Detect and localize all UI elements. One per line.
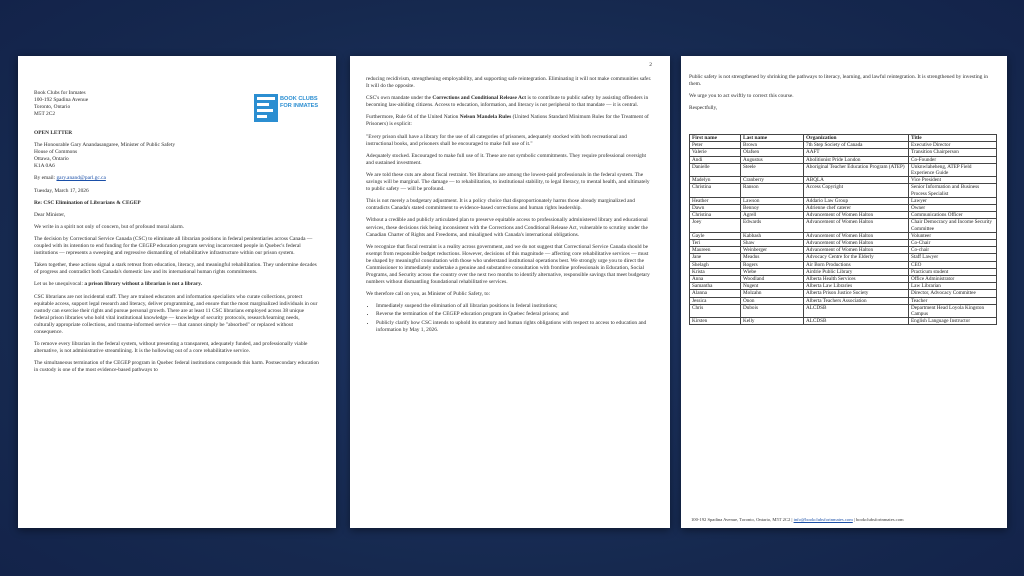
table-cell: Co-Founder xyxy=(909,156,997,163)
recipient-line: House of Commons xyxy=(34,149,78,156)
text-run: Furthermore, Rule 64 of the United Nation xyxy=(366,114,459,121)
table-row xyxy=(690,197,997,204)
paragraph: To remove every librarian in the federal system, without presenting a transparent, adequately funded, and professionally viable alternative, is not administrative streamlining. It is the hollowing out of a core rehabilitative service. xyxy=(34,341,308,355)
paragraph: The decision by Correctional Service Canada (CSC) to eliminate all librarian positions in federal penitentiaries across Canada — coupled with its intention to end funding for the CEGEP education program serving incarcerated people in Quebec's federal institutions — represents a sweeping and regressive dismantling of rehabilitative infrastructure within our prison system. xyxy=(34,235,313,257)
table-cell: Law Librarian xyxy=(909,283,997,290)
table-cell: Onon xyxy=(741,297,804,304)
table-cell: Steele xyxy=(741,163,804,176)
table-cell: Kabbash xyxy=(741,232,804,239)
table-cell: Nugent xyxy=(741,283,804,290)
table-cell: Ranson xyxy=(741,184,804,197)
table-cell: Agrell xyxy=(741,212,804,219)
table-cell: Wiebe xyxy=(741,268,804,275)
table-row xyxy=(690,177,997,184)
table-cell: Olafsen xyxy=(741,149,804,156)
closing: Respectfully, xyxy=(689,105,718,112)
table-row xyxy=(690,184,997,197)
emphasis-bold: a prison library without a librarian is not a library. xyxy=(84,281,203,288)
table-row xyxy=(690,261,997,268)
table-cell: Alberta Prison Justice Society xyxy=(804,290,909,297)
table-cell: Airdrie Public Library xyxy=(804,268,909,275)
table-cell: Chair Democracy and Income Security Committee xyxy=(909,219,997,232)
table-cell: Shaw xyxy=(741,240,804,247)
table-cell: Andi xyxy=(690,156,741,163)
table-cell: Staff Lawyer xyxy=(909,254,997,261)
table-cell: Director, Advocacy Committee xyxy=(909,290,997,297)
paragraph: Adequately stocked. Encouraged to make full use of it. These are not symbolic commitments. They require professional oversight and sustained investment. xyxy=(366,152,647,166)
paragraph: This is not merely a budgetary adjustment. It is a policy choice that disproportionately harms those already marginalized and contradicts Canada's stated commitment to evidence-based corrections and human rights leadership. xyxy=(366,198,635,212)
rules-name: Nelson Mandela Rules xyxy=(459,114,512,121)
table-cell: Madelyn xyxy=(690,177,741,184)
column-header: Organization xyxy=(804,135,909,142)
table-cell: Aboriginal Teacher Education Program (ATEP) xyxy=(804,163,909,176)
table-cell: Valerie xyxy=(690,149,741,156)
letter-date: Tuesday, March 17, 2026 xyxy=(34,187,89,194)
table-cell: Peter xyxy=(690,142,741,149)
table-cell: Vice President xyxy=(909,177,997,184)
table-row xyxy=(690,240,997,247)
table-cell: Krista xyxy=(690,268,741,275)
address-line: Book Clubs for Inmates xyxy=(34,90,86,96)
quote: "Every prison shall have a library for the use of all categories of prisoners, adequately stocked with both recreational and instructional books, and prisoners shall be encouraged to make full use of it." xyxy=(366,133,627,147)
paragraph: CSC librarians are not incidental staff. They are trained educators and information specialists who curate collections, protect equitable access, support legal research and literacy, deliver programming, and ensure that the most marginalized individuals in our custody can exercise their rights and pursue personal growth. There are at least 11 CSC librarians employed across 38 unique federal prison libraries who hold vital institutional knowledge — knowledge of security protocols, research/learning needs, culturally appropriate collections, and trauma-informed service — that cannot simply be "absorbed" or replaced without consequence. xyxy=(34,293,318,335)
page-number: 2 xyxy=(649,62,652,68)
table-cell: Molzahn xyxy=(741,290,804,297)
list-item: • Immediately suspend the elimination of all librarian positions in federal institutions; xyxy=(376,303,654,310)
table-cell: Jane xyxy=(690,254,741,261)
re-line: Re: CSC Elimination of Librarians & CEGEP xyxy=(34,199,141,206)
paragraph: Public safety is not strengthened by shrinking the pathways to literacy, learning, and lawful reintegration. It is strengthened by investing in them. xyxy=(689,74,988,88)
paragraph: reducing recidivism, strengthening employability, and supporting safe reintegration. Eliminating it will not make communities safer. It will do the opposite. xyxy=(366,76,652,90)
table-cell: Communications Officer xyxy=(909,212,997,219)
table-cell: Volunteer xyxy=(909,232,997,239)
table-cell: Executive Director xyxy=(909,142,997,149)
paragraph: We write in a spirit not only of concern, but of profound moral alarm. xyxy=(34,223,185,230)
table-cell: Owner xyxy=(909,205,997,212)
table-cell: Christina xyxy=(690,184,741,197)
table-row xyxy=(690,142,997,149)
table-cell: Alberta Law Libraries xyxy=(804,283,909,290)
table-cell: Office Administrator xyxy=(909,276,997,283)
table-cell: Co-chair xyxy=(909,247,997,254)
salutation: Dear Minister, xyxy=(34,211,66,218)
table-cell: ALCDSB xyxy=(804,304,909,317)
table-cell: Joey xyxy=(690,219,741,232)
paragraph xyxy=(34,281,320,288)
paragraph: We urge you to act swiftly to correct this course. xyxy=(689,93,794,100)
table-cell: Advancement of Women Halton xyxy=(804,240,909,247)
paragraph: The simultaneous termination of the CEGEP program in Quebec federal institutions compounds this harm. Postsecondary education in custody is one of the most evidence-based pathways to xyxy=(34,360,319,374)
table-row xyxy=(690,156,997,163)
table-cell: Unknwlaheheng, ATEP Field Experience Guide xyxy=(909,163,997,176)
footer-email-link[interactable]: info@bookclubsforinmates.com xyxy=(793,517,853,522)
table-row xyxy=(690,318,997,325)
recipient-address xyxy=(34,142,320,170)
book-logo-icon xyxy=(254,94,278,122)
paragraph: Without a credible and publicly articulated plan to preserve equitable access to professionally administered library and educational services, these decisions risk being inconsistent with the Corrections and Conditional Release Act, vulnerable to scrutiny under the Canadian Charter of Rights and Freedoms, and misaligned with Canada's international obligations. xyxy=(366,217,648,238)
footer-address: 100-192 Spadina Avenue, Toronto, Ontario, M5T 2C2 | xyxy=(691,517,793,522)
table-cell: Lawyer xyxy=(909,197,997,204)
table-row xyxy=(690,205,997,212)
table-row xyxy=(690,304,997,317)
table-cell: Alberta Health Services xyxy=(804,276,909,283)
table-cell: Teacher xyxy=(909,297,997,304)
recipient-line: The Honourable Gary Anandasangaree, Minister of Public Safety xyxy=(34,142,176,149)
table-row xyxy=(690,232,997,239)
table-cell: Christina xyxy=(690,212,741,219)
table-cell: Air Born Productions xyxy=(804,261,909,268)
emphasis-prefix: Let us be unequivocal: xyxy=(34,281,83,288)
table-header-row xyxy=(690,135,997,142)
table-row xyxy=(690,276,997,283)
email-label: By email: xyxy=(34,175,56,182)
paragraph: We therefore call on you, as Minister of Public Safety, to: xyxy=(366,291,491,298)
paragraph: We recognize that fiscal restraint is a reality across government, and we do not suggest that Correctional Service Canada should be exempt from responsible budget reductions. However, decisions of this magnitude — affecting core rehabilitative services — must be shaped by meaningful consultation with those who understand institutional operations best. We strongly urge you to direct the Commissioner to immediately undertake a genuine and substantive consultation with frontline professionals in Education, Social Programs, and Security across the country over the next two months to identify alternative, responsible savings that meet budgetary numbers without dismantling foundational rehabilitative services. xyxy=(366,243,650,286)
table-cell: Anna xyxy=(690,276,741,283)
paragraph xyxy=(366,114,654,128)
table-cell: Brown xyxy=(741,142,804,149)
table-cell: Lawson xyxy=(741,197,804,204)
table-cell: Cranberry xyxy=(741,177,804,184)
table-cell: Alberta Teachers Association xyxy=(804,297,909,304)
table-cell: ABQLA xyxy=(804,177,909,184)
table-row xyxy=(690,212,997,219)
table-row xyxy=(690,254,997,261)
text-run: CSC's own mandate under the xyxy=(366,95,432,102)
table-cell: Chris xyxy=(690,304,741,317)
footer-website: | bookclubsforinmates.com xyxy=(853,517,904,522)
table-cell: Senior Information and Business Process Specialist xyxy=(909,184,997,197)
table-cell: Jessica xyxy=(690,297,741,304)
column-header: First name xyxy=(690,135,741,142)
table-cell: Practicum student xyxy=(909,268,997,275)
table-row xyxy=(690,297,997,304)
table-cell: Augustus xyxy=(741,156,804,163)
table-row xyxy=(690,149,997,156)
table-cell: Dubois xyxy=(741,304,804,317)
table-cell: Meadus xyxy=(741,254,804,261)
paragraph xyxy=(366,95,654,109)
table-cell: Advancement of Women Halton xyxy=(804,247,909,254)
table-cell: Shelagh xyxy=(690,261,741,268)
list-item: • Reverse the termination of the CEGEP education program in Quebec federal prisons; and xyxy=(376,311,654,318)
address-line: Toronto, Ontario xyxy=(34,104,71,111)
column-header: Title xyxy=(909,135,997,142)
text-run: (United Nations Standard Minimum Rules for the Treatment of Prisoners) is explicit: xyxy=(366,114,649,128)
table-cell: Adrienne chef caterer xyxy=(804,205,909,212)
table-cell: Samantha xyxy=(690,283,741,290)
table-cell: CEO xyxy=(909,261,997,268)
open-letter-heading: OPEN LETTER xyxy=(34,130,73,136)
act-name: Corrections and Conditional Release Act xyxy=(432,95,527,102)
address-line: M5T 2C2 xyxy=(34,111,56,118)
table-row xyxy=(690,268,997,275)
logo-text: BOOK CLUBS FOR INMATES xyxy=(280,96,319,109)
table-cell: Kelly xyxy=(741,318,804,325)
table-row xyxy=(690,247,997,254)
table-cell: Rogers xyxy=(741,261,804,268)
table-cell: Bennoy xyxy=(741,205,804,212)
table-cell: Advancement of Women Halton xyxy=(804,219,909,232)
table-cell: Advancement of Women Halton xyxy=(804,232,909,239)
organization-logo xyxy=(254,94,320,124)
table-cell: Dawn xyxy=(690,205,741,212)
table-row xyxy=(690,219,997,232)
recommendations-list xyxy=(366,303,654,333)
text-run: is to contribute to public safety by assisting offenders in becoming law-abiding citizens. Access to education, information, and literacy is not peripheral to that mandate — it is central. xyxy=(366,95,649,109)
table-cell: Access Copyright xyxy=(804,184,909,197)
table-cell: Gayle xyxy=(690,232,741,239)
table-row xyxy=(690,290,997,297)
table-cell: ALCDSB xyxy=(804,318,909,325)
address-line: 100-192 Spadina Avenue xyxy=(34,97,89,104)
paragraph: Taken together, these actions signal a stark retreat from education, literacy, and meaningful rehabilitation. They undermine decades of progress and contradict both Canada's domestic law and its international human rights commitments. xyxy=(34,262,317,276)
table-cell: Woodland xyxy=(741,276,804,283)
letter-page-3 xyxy=(681,56,1007,528)
table-row xyxy=(690,163,997,176)
table-cell: Advancement of Women Halton xyxy=(804,212,909,219)
table-cell: Heather xyxy=(690,197,741,204)
paragraph: We are told these cuts are about fiscal restraint. Yet librarians are among the lowest-paid professionals in the federal system. The savings will be marginal. The damage — to rehabilitation, to institutional stability, to legal literacy, to mental health, and ultimately to public safety — will be profound. xyxy=(366,171,650,193)
list-item: • Publicly clarify how CSC intends to uphold its statutory and human rights obligations with respect to access to education and information by May 1, 2026. xyxy=(376,320,654,334)
table-cell: Addario Law Group xyxy=(804,197,909,204)
table-cell: Abolitionist Pride London xyxy=(804,156,909,163)
table-cell: Maureen xyxy=(690,247,741,254)
signatories-table xyxy=(689,134,997,325)
table-cell: Kirsten xyxy=(690,318,741,325)
recipient-line: K1A 0A6 xyxy=(34,163,55,170)
column-header: Last name xyxy=(741,135,804,142)
table-cell: AAFT xyxy=(804,149,909,156)
table-cell: English Language Instructor xyxy=(909,318,997,325)
table-cell: 7th Step Society of Canada xyxy=(804,142,909,149)
letter-page-1 xyxy=(18,56,336,528)
page-footer xyxy=(691,517,997,522)
table-cell: Transition Chairperson xyxy=(909,149,997,156)
recipient-line: Ottawa, Ontario xyxy=(34,156,69,163)
table-cell: Teri xyxy=(690,240,741,247)
table-cell: Danielle xyxy=(690,163,741,176)
table-cell: Edwards xyxy=(741,219,804,232)
letter-page-2 xyxy=(350,56,670,528)
table-row xyxy=(690,283,997,290)
email-line xyxy=(34,175,320,182)
signatories-body xyxy=(690,142,997,325)
table-cell: Co-Chair xyxy=(909,240,997,247)
table-cell: Alanna xyxy=(690,290,741,297)
email-link[interactable]: gary.anand@parl.gc.ca xyxy=(56,175,106,182)
table-cell: Weinberger xyxy=(741,247,804,254)
table-cell: Advocacy Centre for the Elderly xyxy=(804,254,909,261)
table-cell: Department Head Loyola Kingston Campus xyxy=(909,304,997,317)
